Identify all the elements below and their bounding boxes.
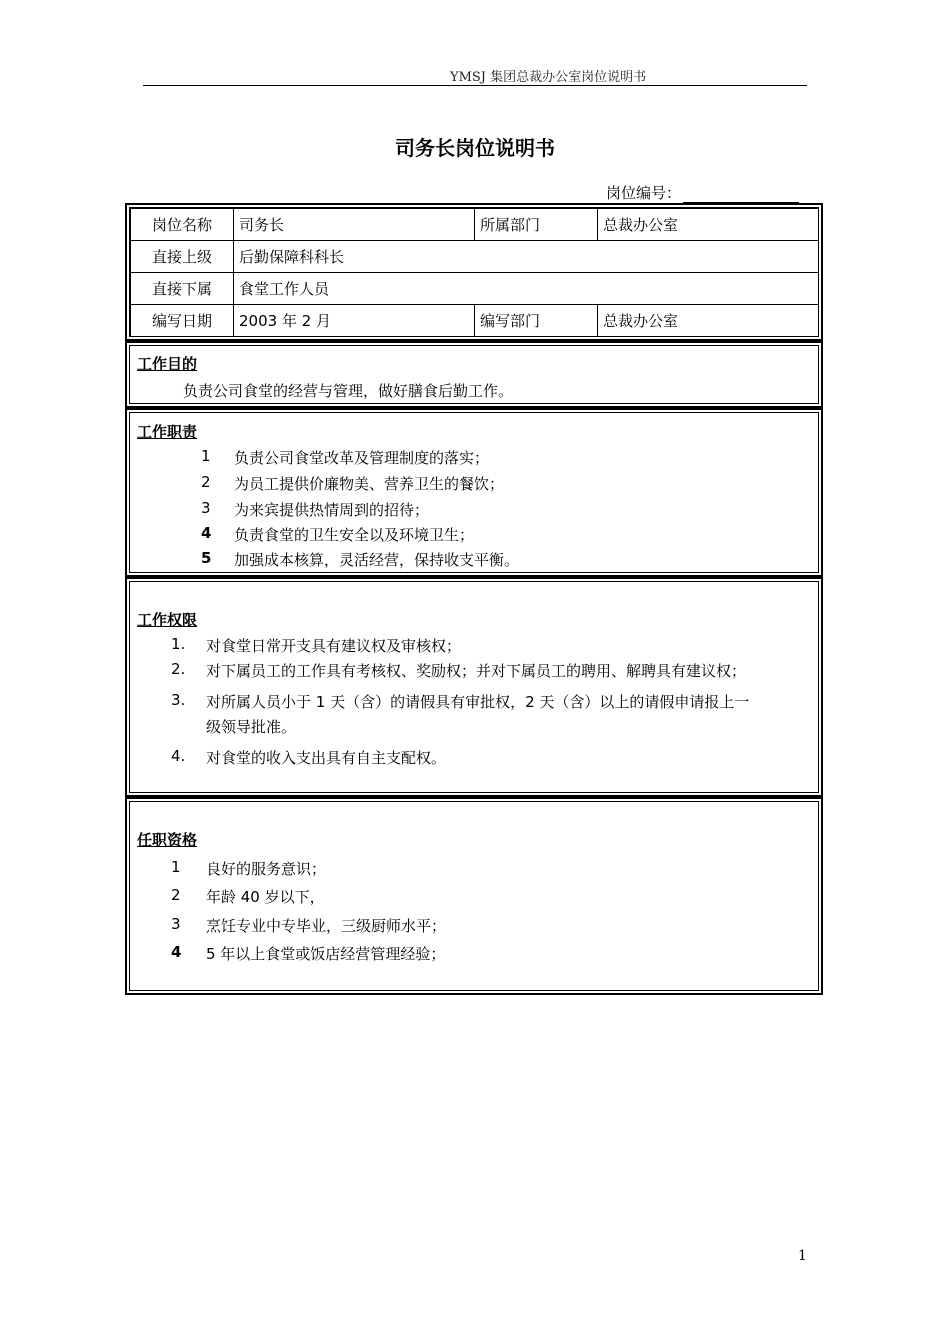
position-code-line bbox=[606, 182, 799, 203]
info-row-written bbox=[131, 305, 819, 337]
authority-text: 对食堂的收入支出具有自主支配权。 bbox=[206, 749, 447, 767]
label-direct-superior: 直接上级 bbox=[131, 241, 234, 273]
duty-text: 为员工提供价廉物美、营养卫生的餐饮； bbox=[234, 475, 505, 493]
qualification-number: 3 bbox=[171, 915, 181, 933]
page-number: 1 bbox=[798, 1248, 807, 1264]
qualification-text: 烹饪专业中专毕业，三级厨师水平； bbox=[206, 917, 447, 935]
authority-number: 4. bbox=[171, 747, 186, 765]
duty-text: 负责食堂的卫生安全以及环境卫生； bbox=[234, 526, 475, 544]
duty-number: 5 bbox=[201, 549, 212, 567]
value-written-date: 2003 年 2 月 bbox=[234, 305, 475, 337]
value-direct-superior: 后勤保障科科长 bbox=[234, 241, 819, 273]
duty-text: 加强成本核算，灵活经营，保持收支平衡。 bbox=[234, 551, 520, 569]
authority-text: 对下属员工的工作具有考核权、奖励权；并对下属员工的聘用、解聘具有建议权； bbox=[206, 662, 747, 680]
header-rule bbox=[143, 85, 807, 86]
duty-text: 为来宾提供热情周到的招待； bbox=[234, 501, 430, 519]
qualifications-title: 任职资格 bbox=[137, 831, 198, 849]
authority-number: 1. bbox=[171, 635, 186, 653]
duties-section bbox=[125, 408, 823, 577]
info-row-subordinate bbox=[131, 273, 819, 305]
duty-number: 2 bbox=[201, 473, 211, 491]
value-direct-subordinate: 食堂工作人员 bbox=[234, 273, 819, 305]
authority-title: 工作权限 bbox=[137, 611, 198, 629]
info-frame bbox=[125, 203, 823, 341]
qualifications-section bbox=[125, 797, 823, 995]
qualification-text: 年龄 40 岁以下， bbox=[206, 888, 325, 906]
authority-section bbox=[125, 577, 823, 797]
info-row-superior bbox=[131, 241, 819, 273]
duty-number: 4 bbox=[201, 524, 212, 542]
duties-title: 工作职责 bbox=[137, 423, 198, 441]
qualification-number: 1 bbox=[171, 858, 181, 876]
duty-text: 负责公司食堂改革及管理制度的落实； bbox=[234, 449, 490, 467]
label-written-department: 编写部门 bbox=[475, 305, 598, 337]
authority-text: 对食堂日常开支具有建议权及审核权； bbox=[206, 637, 462, 655]
label-department: 所属部门 bbox=[475, 209, 598, 241]
value-written-department: 总裁办公室 bbox=[598, 305, 819, 337]
label-direct-subordinate: 直接下属 bbox=[131, 273, 234, 305]
position-code-label: 岗位编号： bbox=[606, 184, 682, 202]
label-position-name: 岗位名称 bbox=[131, 209, 234, 241]
value-position-name: 司务长 bbox=[234, 209, 475, 241]
value-department: 总裁办公室 bbox=[598, 209, 819, 241]
info-table bbox=[130, 208, 819, 337]
qualification-text: 5 年以上食堂或饭店经营管理经验； bbox=[206, 945, 446, 963]
duty-number: 1 bbox=[201, 447, 211, 465]
running-header: YMSJ 集团总裁办公室岗位说明书 bbox=[450, 70, 647, 85]
qualification-number: 4 bbox=[171, 943, 182, 961]
label-written-date: 编写日期 bbox=[131, 305, 234, 337]
duty-number: 3 bbox=[201, 499, 211, 517]
qualification-text: 良好的服务意识； bbox=[206, 860, 327, 878]
purpose-title: 工作目的 bbox=[137, 355, 198, 373]
position-code-blank bbox=[683, 186, 799, 203]
authority-text-continuation: 级领导批准。 bbox=[206, 718, 297, 736]
authority-number: 3. bbox=[171, 691, 186, 709]
info-row-position bbox=[131, 209, 819, 241]
purpose-section bbox=[125, 341, 823, 408]
purpose-text: 负责公司食堂的经营与管理，做好膳食后勤工作。 bbox=[183, 382, 514, 400]
authority-number: 2. bbox=[171, 660, 186, 678]
qualification-number: 2 bbox=[171, 886, 181, 904]
document-title: 司务长岗位说明书 bbox=[395, 136, 555, 160]
authority-text: 对所属人员小于 1 天（含）的请假具有审批权，2 天（含）以上的请假申请报上一 bbox=[206, 693, 750, 711]
